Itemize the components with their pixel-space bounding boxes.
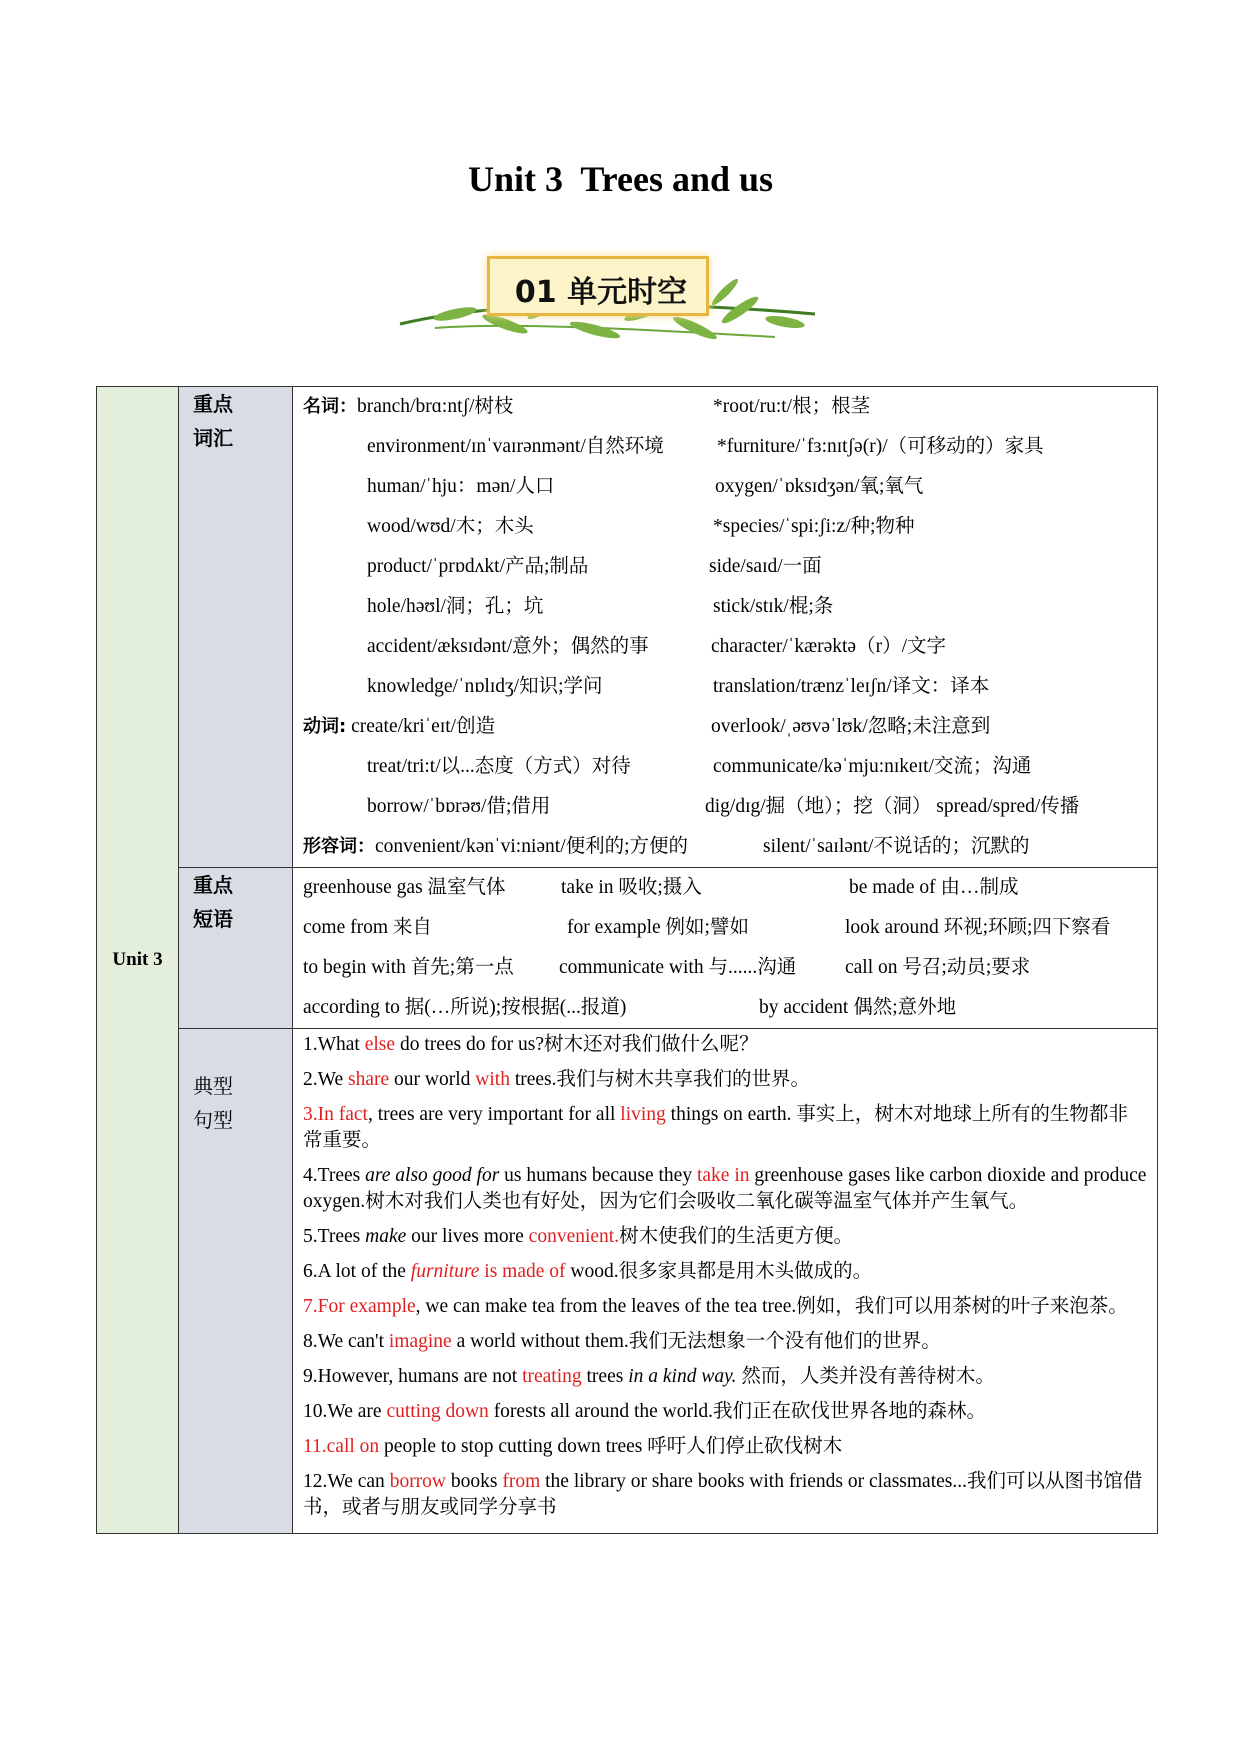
vocab-row: product/ˈprɒdʌkt/产品;制品 side/saɪd/一面: [367, 556, 822, 577]
sentence-text: our world: [389, 1069, 476, 1090]
sentence-text: people to stop cutting down trees 呼吁人们停止砍伐树木: [379, 1436, 843, 1457]
phrase-row: to begin with 首先;第一点 communicate with 与......沟通 call on 号召;动员;要求: [303, 957, 1031, 978]
page-title: Unit 3 Trees and us: [467, 159, 774, 199]
sentence-item: [303, 1224, 1147, 1250]
sentence-text: trees: [581, 1366, 629, 1387]
vocab-row: accident/æksɪdənt/意外；偶然的事 character/ˈkærəktə（r）/文字: [367, 636, 946, 657]
sentence-text: are also good for: [365, 1165, 500, 1186]
sentence-text: in a kind way.: [628, 1366, 737, 1387]
unit-summary-table: [96, 386, 1158, 1534]
sentence-text: 树木使我们的生活更方便。: [619, 1226, 854, 1247]
sentence-item: [303, 1469, 1147, 1521]
sentence-text: make: [365, 1226, 407, 1247]
sentence-list: [293, 1029, 1157, 1533]
sentence-text: a world without them.我们无法想象一个没有他们的世界。: [451, 1331, 941, 1352]
sentence-text: is made of: [479, 1261, 566, 1282]
vocab-row: human/ˈhju：mən/人口 oxygen/ˈɒksɪdʒən/氧;氧气: [367, 476, 924, 497]
section-banner: [395, 252, 825, 352]
sentence-text: share: [348, 1069, 390, 1090]
phrases-content: [293, 868, 1158, 1029]
sentence-text: greenhouse gases like carbon dioxide and produce oxygen.树木对我们人类也有好处，因为它们会吸收二氧化碳等温室气体并产生氧气。: [303, 1165, 1147, 1212]
sentence-text: furniture: [410, 1261, 480, 1282]
sentence-item: [303, 1102, 1147, 1154]
sentence-text: 7.For example: [303, 1296, 416, 1317]
sentence-text: 8.We can't: [303, 1331, 389, 1352]
phrases-category: 重点 短语: [179, 868, 293, 1029]
sentence-text: things on earth. 事实上，树木对地球上所有的生物都非常重要。: [303, 1104, 1128, 1151]
vocab-row: treat/tri:t/以...态度（方式）对待 communicate/kəˈmju:nɪkeɪt/交流；沟通: [367, 756, 1032, 777]
vocab-content: [293, 387, 1158, 868]
sentences-content: [293, 1029, 1158, 1534]
sentence-text: imagine: [388, 1331, 452, 1352]
sentence-text: treating: [522, 1366, 582, 1387]
sentence-text: with: [475, 1069, 510, 1090]
sentence-text: 1.What: [303, 1034, 365, 1055]
sentence-text: , we can make tea from the leaves of the tea tree.例如，我们可以用茶树的叶子来泡茶。: [415, 1296, 1128, 1317]
sentence-text: 12.We can: [303, 1471, 390, 1492]
sentence-text: cutting down: [386, 1401, 489, 1422]
sentences-category: 典型 句型: [179, 1029, 293, 1534]
banner-label-box: [487, 256, 709, 316]
sentence-text: forests all around the world.我们正在砍伐世界各地的森林。: [488, 1401, 987, 1422]
sentence-text: 11.call on: [303, 1436, 380, 1457]
banner-label: 01 单元时空: [514, 275, 688, 310]
sentence-text: 5.Trees: [303, 1226, 366, 1247]
sentence-text: do trees do for us?树木还对我们做什么呢？: [395, 1034, 759, 1055]
sentence-text: 然而，人类并没有善待树木。: [736, 1366, 995, 1387]
sentence-item: [303, 1364, 1147, 1390]
vocab-row: hole/həʊl/洞；孔；坑 stick/stɪk/棍;条: [367, 596, 834, 617]
sentence-item: [303, 1329, 1147, 1355]
sentence-text: else: [364, 1034, 396, 1055]
sentence-text: trees.我们与树木共享我们的世界。: [509, 1069, 811, 1090]
sentence-item: [303, 1163, 1147, 1215]
sentence-text: convenient.: [528, 1226, 620, 1247]
sentence-item: [303, 1399, 1147, 1425]
sentence-text: the library or share books with friends or classmates...我们可以从图书馆借书，或者与朋友或同学分享书: [303, 1471, 1143, 1518]
sentence-text: 3.In fact: [303, 1104, 368, 1125]
sentence-text: , trees are very important for all: [367, 1104, 621, 1125]
sentence-text: borrow: [389, 1471, 447, 1492]
vocab-row: environment/ɪnˈvaɪrənmənt/自然环境 *furniture/ˈfɜ:nɪtʃə(r)/（可移动的）家具: [367, 436, 1044, 457]
vocab-category: 重点 词汇: [179, 387, 293, 868]
sentence-text: us humans because they: [499, 1165, 697, 1186]
vocab-row: 动词: create/kriˈeɪt/创造 overlook/ˌəʊvəˈlʊk/忽略;未注意到: [303, 716, 991, 737]
vocab-row: 名词：branch/brɑ:ntʃ/树枝 *root/ru:t/根；根茎: [303, 396, 871, 417]
phrase-row: come from 来自 for example 例如;譬如 look around 环视;环顾;四下察看: [303, 917, 1111, 938]
sentence-text: 9.However, humans are not: [303, 1366, 523, 1387]
sentence-item: [303, 1032, 1147, 1058]
sentence-item: [303, 1434, 1147, 1460]
vocab-row: 形容词：convenient/kənˈvi:niənt/便利的;方便的 silent/ˈsaɪlənt/不说话的；沉默的: [303, 836, 1030, 857]
sentence-text: books: [446, 1471, 503, 1492]
sentence-item: [303, 1259, 1147, 1285]
sentence-text: living: [620, 1104, 666, 1125]
sentence-text: 4.Trees: [303, 1165, 366, 1186]
vocab-row: knowledge/ˈnɒlɪdʒ/知识;学问 translation/trænzˈleɪʃn/译文：译本: [367, 676, 990, 697]
sentence-text: take in: [696, 1165, 750, 1186]
sentence-text: 6.A lot of the: [303, 1261, 411, 1282]
sentence-text: 10.We are: [303, 1401, 387, 1422]
sentence-text: wood.很多家具都是用木头做成的。: [565, 1261, 873, 1282]
phrase-row: according to 据(…所说);按根据(...报道) by accident 偶然;意外地: [303, 997, 957, 1018]
vocab-row: wood/wʊd/木；木头 *species/ˈspi:ʃi:z/种;物种: [367, 516, 915, 537]
unit-label: Unit 3: [97, 387, 179, 1534]
phrase-row: greenhouse gas 温室气体 take in 吸收;摄入 be made of 由…制成: [303, 877, 1019, 898]
sentence-item: [303, 1294, 1147, 1320]
vocab-row: borrow/ˈbɒrəʊ/借;借用 dig/dɪg/掘（地）；挖（洞） spread/spred/传播: [367, 796, 1080, 817]
sentence-item: [303, 1067, 1147, 1093]
sentence-text: our lives more: [406, 1226, 529, 1247]
sentence-text: from: [502, 1471, 541, 1492]
sentence-text: 2.We: [303, 1069, 348, 1090]
